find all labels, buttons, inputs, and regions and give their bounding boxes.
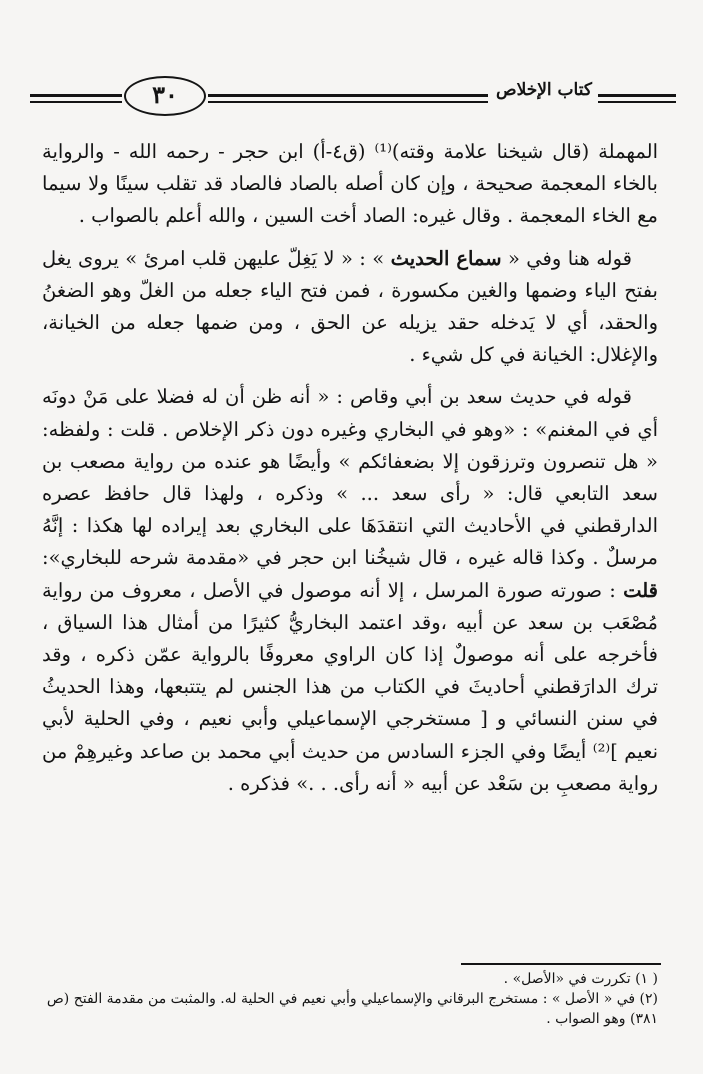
footnote-2: (٢) في « الأصل » : مستخرج البرقاني والإسماعيلي وأبي نعيم في الحلية له. والمثبت من مقدمة الفتح (ص ٣٨١) وهو الصواب .	[46, 991, 658, 1027]
page-number: ٣٠	[124, 76, 206, 116]
paragraph-1: المهملة (قال شيخنا علامة وقته)⁽¹⁾ (ق٤-أ) ابن حجر - رحمه الله - والرواية بالخاء المعجمة صحيحة ، وإن كان أصله بالصاد فالصاد قد تقلب سينًا ولا سيما مع الخاء المعجمة . وقال غيره: الصاد أخت السين ، والله أعلم بالصواب .	[42, 140, 658, 228]
header-rule	[598, 101, 676, 103]
header-rule	[598, 94, 676, 97]
paragraph-2-start: قوله هنا وفي «	[501, 246, 632, 270]
book-title: كتاب الإخلاص	[496, 80, 592, 100]
paragraph-3-start: قوله في حديث سعد بن أبي وقاص : « أنه ظن أن له فضلا على مَنْ دونَه أي في المغنم» : «وهو في البخاري وغيره دون ذكر الإخلاص . قلت : ولفظه: « هل تنصرون وترزقون إلا بضعفائكم » وأيضًا هو عنده من رواية مصعب بن سعد التابعي قال: « رأى سعد ... » وذكره ، ولهذا قال حافظ عصره الدارقطني في الأحاديث التي انتقدَهَا على البخاري بعد إيراده لها هكذا : إنَّهُ مرسلٌ . وكذا قاله غيره ، قال شيخُنا ابن حجر في «مقدمة شرحه للبخاري»:	[42, 385, 658, 570]
page-header	[28, 70, 678, 126]
footnote-separator	[461, 963, 661, 965]
header-rule	[208, 94, 488, 97]
bold-term-qultu: قلت	[623, 578, 658, 602]
header-rule	[30, 94, 122, 97]
header-rule	[30, 101, 122, 103]
header-rule	[208, 101, 488, 103]
footnotes	[42, 969, 658, 1029]
footnote-1: ( ١) تكررت في «الأصل» .	[503, 971, 658, 987]
paragraph-3-rest: : صورته صورة المرسل ، إلا أنه موصول في الأصل ، معروف من رواية مُصْعَب بن سعد عن أبيه ،وقد اعتمد البخاريُّ كثيرًا من أمثال هذا السياق ، فأخرجه على أنه موصولٌ إذا كان الراوي معروفًا بالرواية عمّن ذكره ، وقد ترك الدارَقطني أحاديثَ في الكتاب من هذا الجنس لم يتتبعها، وهذا الحديثُ في سنن النسائي و [ مستخرجي الإسماعيلي وأبي نعيم ، وفي الحلية لأبي نعيم ]⁽²⁾ أيضًا وفي الجزء السادس من حديث أبي محمد بن صاعد وغيرهِمْ من رواية مصعبِ بن سَعْد عن أبيه « أنه رأى. . .» فذكره .	[42, 578, 658, 795]
paragraph-2-rest: » : « لا يَغِلّ عليهن قلب امرئ » يروى يغل بفتح الياء وضمها والغين مكسورة ، فمن فتح الياء جعله من الغلّ وهو الضغنُ والحقد، أي لا يَدخله حقد يزيله عن الحق ، ومن ضمها جعله من الخيانة، والإغلال: الخيانة في كل شيء .	[42, 246, 658, 367]
bold-term-sama-al-hadith: سماع الحديث	[390, 246, 502, 270]
paragraph-3	[42, 381, 658, 800]
paragraph-2	[42, 243, 658, 372]
main-text	[42, 136, 658, 802]
